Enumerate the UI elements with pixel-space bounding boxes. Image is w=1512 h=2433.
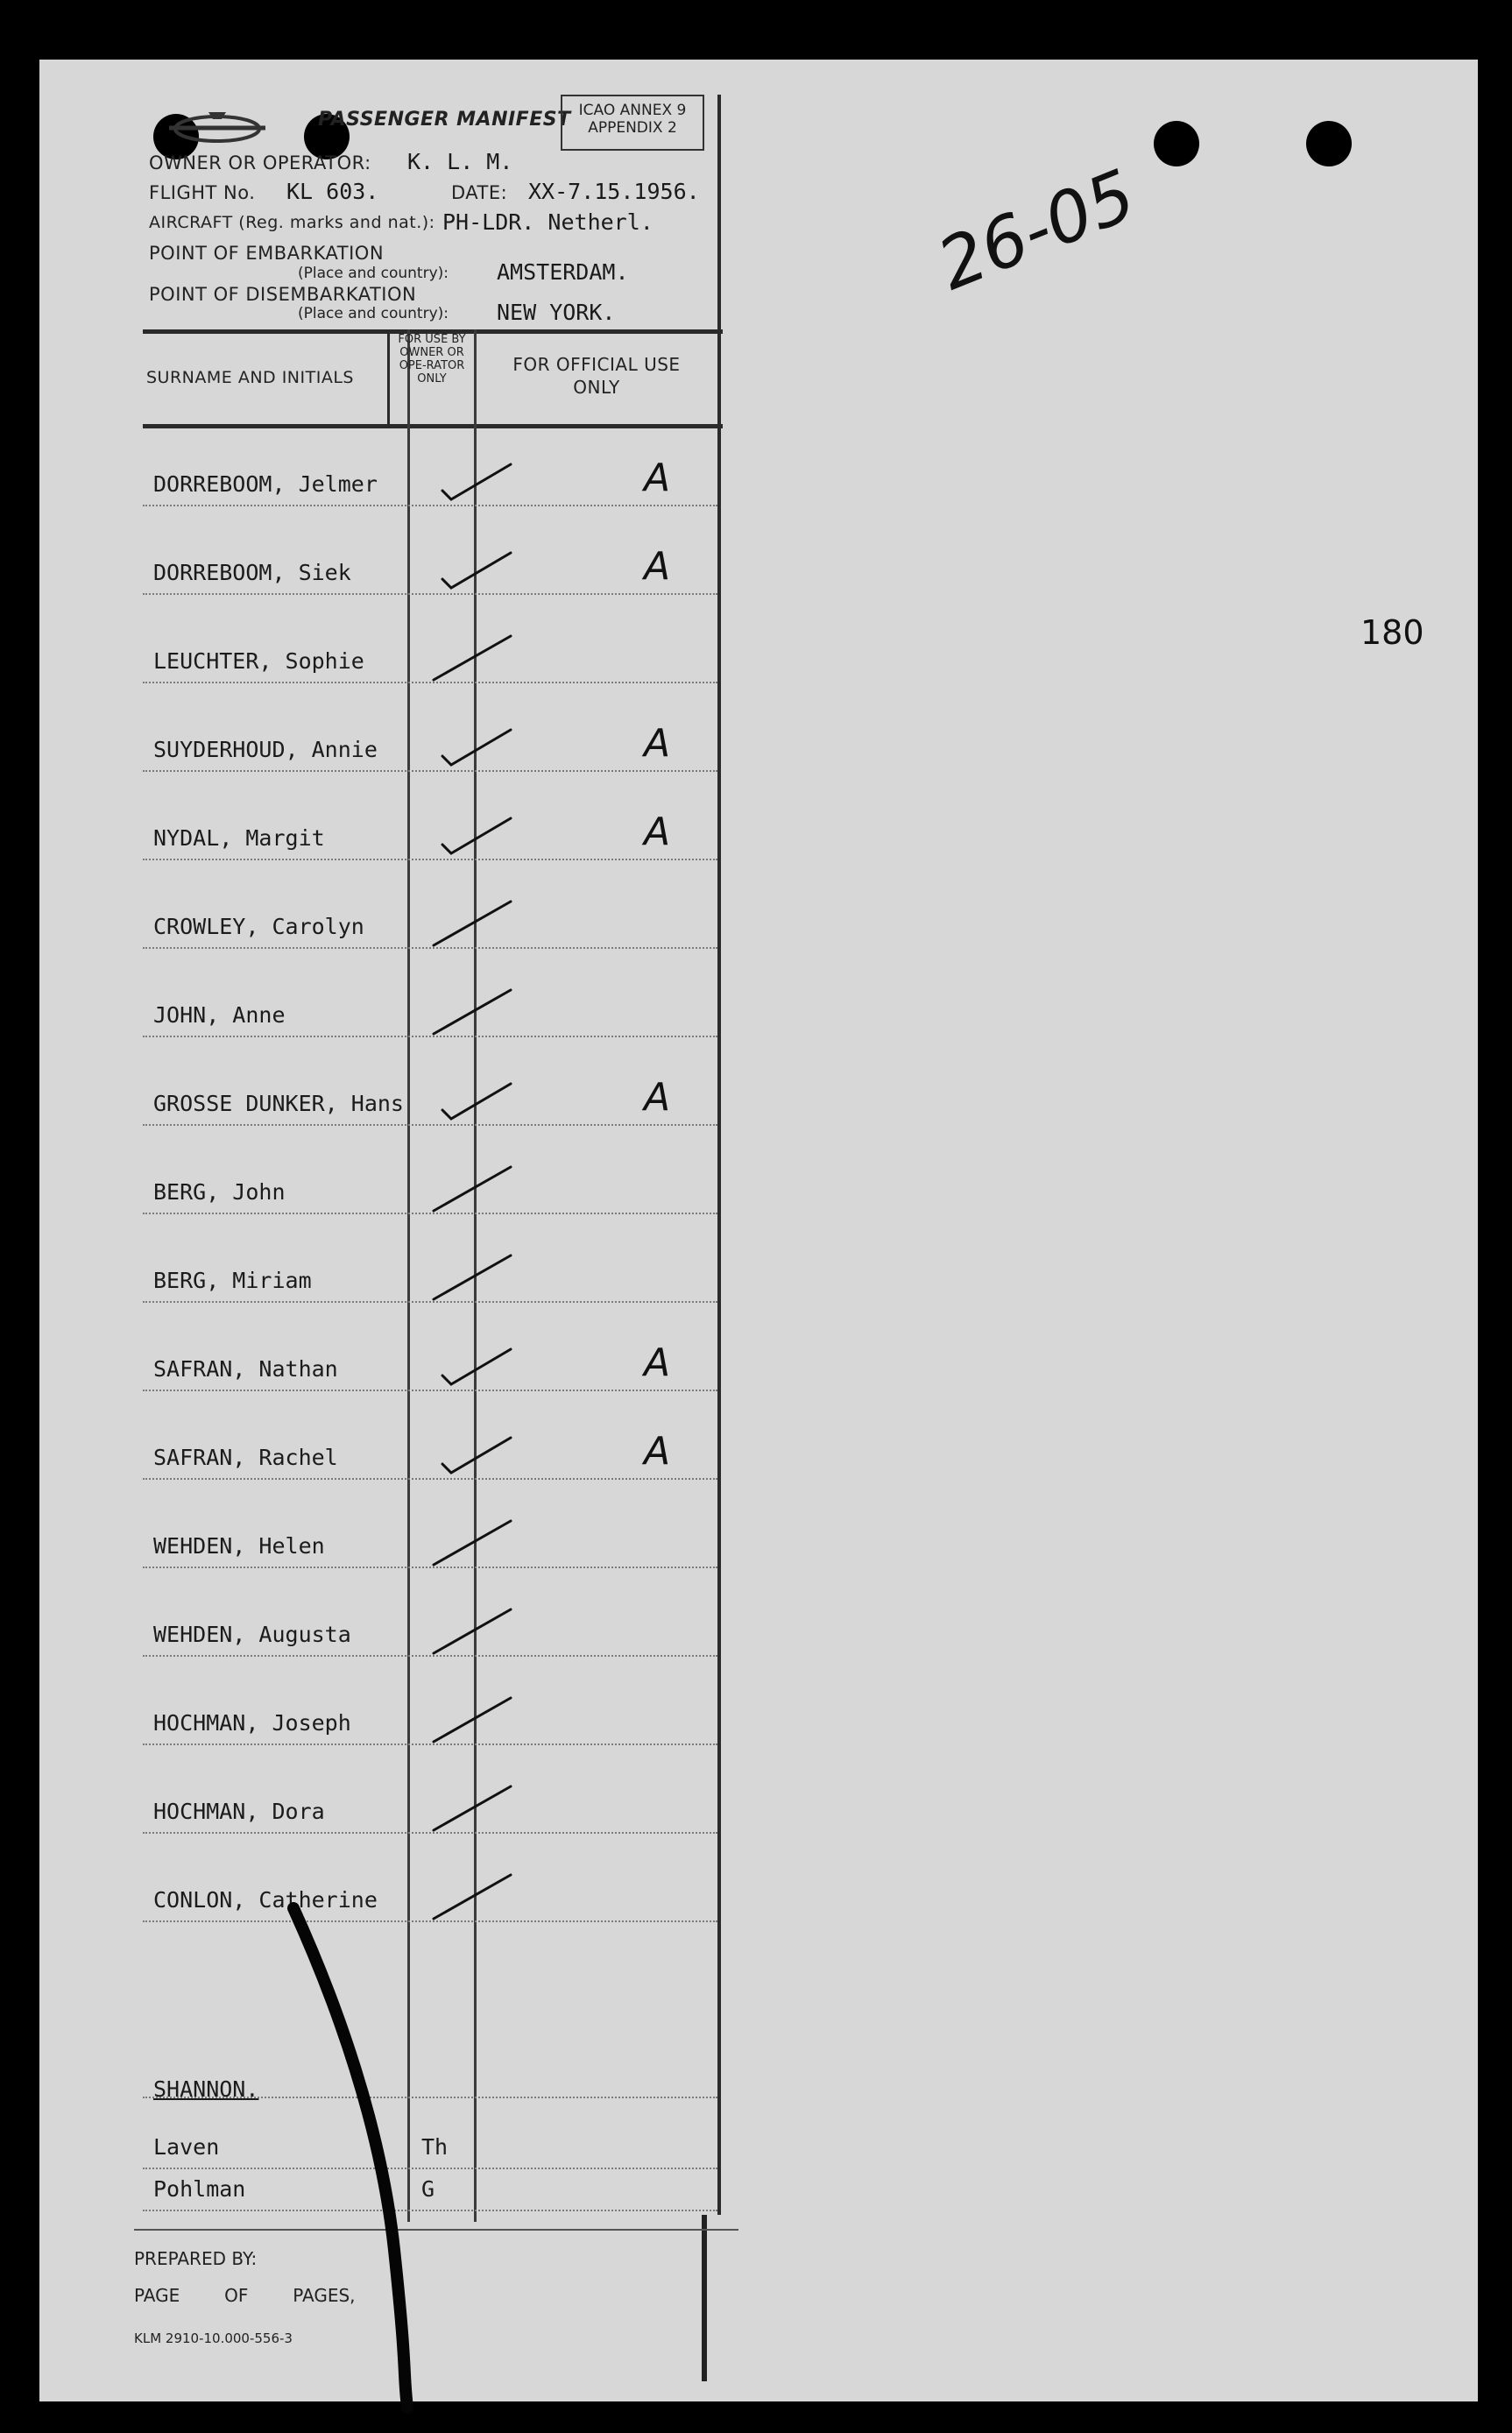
checkmark-icon [416,1779,521,1841]
punch-hole [1306,121,1352,166]
aircraft-label: AIRCRAFT (Reg. marks and nat.): [149,213,435,232]
checkmark-icon [416,1160,521,1221]
checkmark-icon [416,1514,521,1575]
date-label: DATE: [451,182,508,203]
checkmark-icon [416,629,521,690]
col-owner-header: FOR USE BY OWNER OR OPE-RATOR ONLY [398,333,466,385]
col-surname-header: SURNAME AND INITIALS [146,368,354,387]
footer-rule [134,2229,738,2231]
passenger-name: WEHDEN, Helen [153,1533,325,1559]
disembark-sub: (Place and country): [298,305,449,322]
passenger-row [39,1788,723,1841]
page-of-label: PAGE OF PAGES, [134,2285,356,2306]
row-rule [143,2210,717,2211]
embark-label: POINT OF EMBARKATION [149,243,385,264]
official-mark: A [644,721,671,766]
passenger-name: LEUCHTER, Sophie [153,648,364,674]
col-official-header-1: FOR OFFICIAL USE [512,354,681,375]
passenger-row [39,1700,723,1752]
crayon-stroke [250,1899,425,2425]
checkmark-icon [416,1248,521,1310]
crew-code: Th [421,2134,449,2160]
crew-name: Laven [153,2134,220,2160]
checkmark-icon [416,1868,521,1929]
klm-logo-icon [160,105,274,151]
checkmark-icon [416,1072,521,1133]
passenger-row [39,903,723,956]
passenger-row [39,1611,723,1664]
punch-hole [1154,121,1199,166]
owner-value: K. L. M. [407,149,513,174]
flight-label: FLIGHT No. [149,182,256,203]
checkmark-icon [416,983,521,1044]
col-divider [702,2215,707,2381]
passenger-name: NYDAL, Margit [153,825,325,851]
official-mark: A [644,456,671,500]
passenger-row [39,638,723,690]
owner-label: OWNER OR OPERATOR: [149,152,371,173]
checkmark-icon [416,1602,521,1664]
passenger-name: BERG, Miriam [153,1268,312,1293]
passenger-row [39,1257,723,1310]
checkmark-icon [416,452,521,513]
passenger-row [39,1523,723,1575]
passenger-name: HOCHMAN, Dora [153,1799,325,1824]
page-number: 180 [1360,613,1424,652]
checkmark-icon [416,895,521,956]
disembark-label: POINT OF DISEMBARKATION [149,284,417,305]
passenger-name: HOCHMAN, Joseph [153,1710,351,1736]
passenger-row [39,1169,723,1221]
crew-heading: SHANNON. [153,2076,259,2102]
passenger-name: GROSSE DUNKER, Hans [153,1091,404,1116]
passenger-name: SUYDERHOUD, Annie [153,737,378,762]
passenger-name: SAFRAN, Rachel [153,1445,338,1470]
checkmark-icon [416,718,521,779]
official-mark: A [644,810,671,854]
file-reference: 26-05 [927,153,1147,307]
passenger-row [39,1075,723,1133]
passenger-row [39,544,723,602]
passenger-name: DORREBOOM, Siek [153,560,351,585]
checkmark-icon [416,1691,521,1752]
col-official-header-2: ONLY [573,377,620,398]
official-mark: A [644,1075,671,1120]
passenger-name: BERG, John [153,1179,286,1205]
date-value: XX-7.15.1956. [528,179,700,204]
passenger-name: SAFRAN, Nathan [153,1356,338,1382]
manifest-sheet [39,60,1478,2401]
passenger-row [39,810,723,867]
icao-ref-2: APPENDIX 2 [588,119,677,137]
form-number: KLM 2910-10.000-556-3 [134,2330,293,2346]
icao-ref-1: ICAO ANNEX 9 [578,102,687,119]
crew-name: Pohlman [153,2176,246,2202]
form-title: PASSENGER MANIFEST [318,109,571,131]
passenger-row [39,992,723,1044]
official-mark: A [644,1340,671,1385]
embark-value: AMSTERDAM. [497,259,629,285]
checkmark-icon [416,1425,521,1487]
official-mark: A [644,544,671,589]
checkmark-icon [416,541,521,602]
passenger-row [39,721,723,779]
passenger-name: CONLON, Catherine [153,1887,378,1913]
passenger-name: WEHDEN, Augusta [153,1622,351,1647]
crew-code: G [421,2176,435,2202]
icao-box [561,95,704,151]
checkmark-icon [416,806,521,867]
embark-sub: (Place and country): [298,265,449,282]
col-divider [387,329,390,428]
table-header-rule [143,424,723,428]
passenger-name: JOHN, Anne [153,1002,286,1028]
passenger-name: CROWLEY, Carolyn [153,914,364,939]
checkmark-icon [416,1337,521,1398]
passenger-name: DORREBOOM, Jelmer [153,471,378,497]
official-mark: A [644,1429,671,1474]
passenger-row [39,1340,723,1398]
disembark-value: NEW YORK. [497,300,616,325]
prepared-by-label: PREPARED BY: [134,2248,258,2269]
row-rule [143,2168,717,2169]
aircraft-value: PH-LDR. Netherl. [442,209,654,235]
passenger-row [39,456,723,513]
flight-value: KL 603. [286,179,379,204]
passenger-row [39,1429,723,1487]
